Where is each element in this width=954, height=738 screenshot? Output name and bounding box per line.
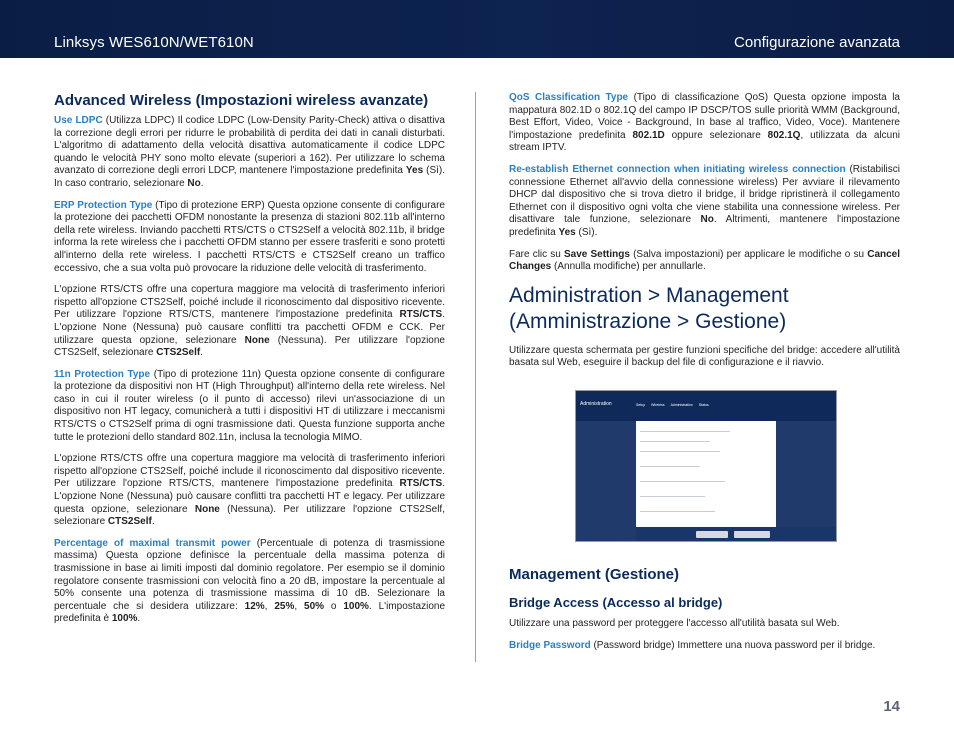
bold-text: None (244, 334, 270, 346)
column-divider (475, 92, 476, 662)
bold-text: 12% (244, 600, 265, 612)
bold-text: Yes (558, 226, 576, 238)
paragraph-bridge-access: Utilizzare una password per proteggere l'accesso all'utilità basata sul Web. (509, 617, 840, 629)
bold-text: 25% (274, 600, 295, 612)
paragraph-bridge-password (509, 640, 900, 653)
bold-text: Save Settings (564, 248, 630, 260)
screenshot-row (640, 431, 730, 432)
term-11n-protection: 11n Protection Type (54, 368, 151, 380)
subsection-heading: Management (Gestione) (509, 565, 680, 583)
screenshot-tab: Status (698, 402, 709, 407)
subsubsection-heading: Bridge Access (Accesso al bridge) (509, 594, 723, 610)
bold-text: Yes (405, 165, 424, 177)
text: . L'opzione None (Nessuna) può causare conflitti tra pacchetti OFDM e CCK. Per utilizzare questa opzione, selezionare (54, 309, 445, 346)
screenshot-title: Administration (580, 400, 612, 407)
paragraph-qos (509, 92, 900, 155)
text: (Tipo di protezione ERP) Questa opzione consente di configurare la protezione dei pacchetti OFDM nonostante la presenza di stazioni 802.11b all'interno della rete wireless. Inviando pacchetti RTS/CTS o CTS2Self a velocità 802.11b, il bridge informa la rete wireless che i pacchetti OFDM stanno per essere trasferiti e sono protetti all'interno della rete wireless. I pacchetti RTS/CTS e CTS2Self creano un traffico eccessivo, che a sua volta può provocare la riduzione delle velocità di trasferimento. (54, 199, 445, 274)
right-column (509, 92, 900, 661)
page-header (0, 0, 954, 58)
text: . (200, 177, 204, 189)
term-reestablish-ethernet: Re-establish Ethernet connection when initiating wireless connection (509, 163, 846, 175)
screenshot-row (640, 451, 720, 452)
text: (Nessuna). Per utilizzare l'opzione CTS2Self, selezionare (54, 503, 445, 528)
text: (Sì). In caso contrario, selezionare (54, 165, 446, 189)
text: , (264, 600, 275, 612)
text: . (200, 347, 203, 359)
screenshot-tab: Wireless (651, 402, 665, 407)
text: (Tipo di protezione 11n) Questa opzione consente di configurare la protezione da dispositivi non HT (High Throughput) all'interno della rete wireless. Nel caso in cui il router wireless (o il punto di accesso) rilevi un'associazione di un dispositivo non HT legacy, comunicherà a tutti i dispositivi HT di utilizzare i meccanismi RTS/CTS o CTS2Self prima di ogni trasmissione dati. Questa funzione supporta anche tutte le protezioni dello standard 802.11n, inclusa la tecnologia MIMO. (54, 368, 445, 443)
page-number: 14 (883, 698, 900, 715)
bold-text: None (194, 503, 220, 515)
term-use-ldpc: Use LDPC (54, 115, 103, 126)
paragraph-rts-cts-2 (54, 453, 445, 529)
screenshot-tab: Setup (636, 402, 646, 407)
text: (Sì). (575, 226, 598, 238)
text: L'opzione RTS/CTS offre una copertura maggiore ma velocità di trasferimento inferiori rispetto all'opzione CTS2Self, poiché include il riconoscimento dal dispositivo ricevente. Per utilizzare l'opzione RTS/CTS, mantenere l'impostazione predefinita (54, 284, 445, 321)
screenshot-sidebar (576, 421, 636, 541)
screenshot-row (640, 441, 710, 442)
main-heading: Administration > Management (Amministrazione > Gestione) (509, 283, 789, 333)
bold-text: 50% (304, 600, 325, 612)
screenshot-save-button (696, 531, 728, 538)
text: , (294, 600, 305, 612)
paragraph-admin-intro: Utilizzare questa schermata per gestire funzioni specifiche del bridge: accedere all'utilità basata sul Web, eseguire il backup del file di configurazione e il riavvio. (509, 344, 900, 369)
term-erp-protection: ERP Protection Type (54, 199, 153, 211)
text: . L'impostazione predefinita è (54, 600, 446, 625)
text: (Nessuna). Per utilizzare l'opzione CTS2Self, selezionare (54, 334, 445, 359)
text: Fare clic su (509, 248, 564, 260)
term-qos: QoS Classification Type (509, 92, 629, 103)
paragraph-reestablish-ethernet (509, 164, 900, 240)
screenshot-cancel-button (734, 531, 770, 538)
screenshot-tabs (636, 403, 780, 413)
bold-text: CTS2Self (156, 347, 201, 359)
text: . Altrimenti, mantenere l'impostazione predefinita (509, 214, 901, 238)
screenshot-tab: Administration (670, 402, 693, 407)
paragraph-11n-protection (54, 369, 445, 445)
section-name: Configurazione avanzata (734, 34, 900, 51)
text: o (324, 600, 344, 612)
paragraph-rts-cts (54, 284, 445, 360)
paragraph-transmit-power (54, 538, 445, 626)
screenshot-footer (636, 527, 836, 541)
bold-text: 802.1Q (767, 129, 801, 141)
bold-text: RTS/CTS (399, 478, 443, 490)
text: . L'opzione None (Nessuna) può causare conflitti tra pacchetti HT e legacy. Per utilizzare questa opzione, selezionare (54, 478, 445, 515)
bold-text: CTS2Self (107, 516, 152, 528)
paragraph-save-settings (509, 249, 900, 274)
term-transmit-power: Percentage of maximal transmit power (54, 537, 251, 549)
bold-text: 100% (111, 613, 138, 625)
text: (Utilizza LDPC) Il codice LDPC (Low-Density Parity-Check) attiva o disattiva la correzione degli errori per ridurre le probabilità di perdita dei dati in canali disturbati. L'algoritmo di adattamento della velocità disattiva automaticamente il codice LDPC quando le velocità PHY sono molto elevate (superiori a 162). Per utilizzare lo schema avanzato di correzione degli errori LDCP, mantenere l'impostazione predefinita (54, 115, 445, 177)
text: oppure selezionare (664, 129, 768, 141)
text: (Ristabilisci connessione Ethernet all'avvio della connessione wireless) Per avviare il rilevamento DHCP dal dispositivo che si trova dietro il bridge, il bridge ripristinerà il collegamento Ethernet con il dispositivo ogni volta che viene stabilita una connessione wireless. Per disattivare tale funzione, selezionare (509, 163, 901, 226)
text: , utilizzata da alcuni stream IPTV. (509, 129, 900, 154)
text: (Tipo di classificazione QoS) Questa opzione imposta la mappatura 802.1D o 802.1Q del campo IP DSCP/TOS sulle priorità WMM (Background, Best Effort, Video, Voice - Background, In base al traffico, Video, Voce). Mantenere l'impostazione predefinita (509, 92, 900, 141)
screenshot-row (640, 511, 715, 512)
text: (Percentuale di potenza di trasmissione massima) Questa opzione definisce la percentuale della massima potenza di trasmissione in base ai limiti imposti dal dominio regolatore. Per esempio se il dominio regolatore consente trasmissioni con velocità fino a 20 dB, impostare la percentuale al 50% consente una potenza di trasmissione massima di 10 dB. Selezionare la percentuale che si desidera utilizzare: (54, 537, 445, 612)
term-bridge-password: Bridge Password (509, 639, 591, 651)
screenshot-row (640, 466, 700, 467)
section-heading: Advanced Wireless (Impostazioni wireless avanzate) (54, 92, 429, 109)
text: L'opzione RTS/CTS offre una copertura maggiore ma velocità di trasferimento inferiori rispetto all'opzione CTS2Self, poiché include il riconoscimento dal dispositivo ricevente. Per utilizzare l'opzione RTS/CTS, mantenere l'impostazione predefinita (54, 453, 445, 490)
text: (Password bridge) Immettere una nuova password per il bridge. (590, 639, 876, 651)
screenshot-content (636, 421, 776, 527)
left-column (54, 92, 445, 635)
bold-text: 100% (343, 600, 369, 612)
bold-text: 802.1D (632, 129, 665, 141)
text: (Salva impostazioni) per applicare le modifiche o su (629, 248, 868, 260)
bold-text: No (700, 214, 714, 226)
screenshot-row (640, 496, 705, 497)
paragraph-use-ldpc (54, 115, 445, 191)
screenshot-figure (575, 390, 837, 542)
bold-text: RTS/CTS (399, 309, 443, 321)
bold-text: No (187, 177, 201, 189)
product-name: Linksys WES610N/WET610N (54, 34, 254, 51)
screenshot-row (640, 481, 725, 482)
screenshot-header (576, 391, 836, 421)
text: . (151, 516, 155, 528)
screenshot-rightbar (776, 421, 836, 541)
text: (Annulla modifiche) per annullarle. (551, 261, 706, 273)
bold-text: Cancel Changes (509, 248, 901, 273)
paragraph-erp-protection (54, 200, 445, 276)
text: . (137, 613, 141, 625)
